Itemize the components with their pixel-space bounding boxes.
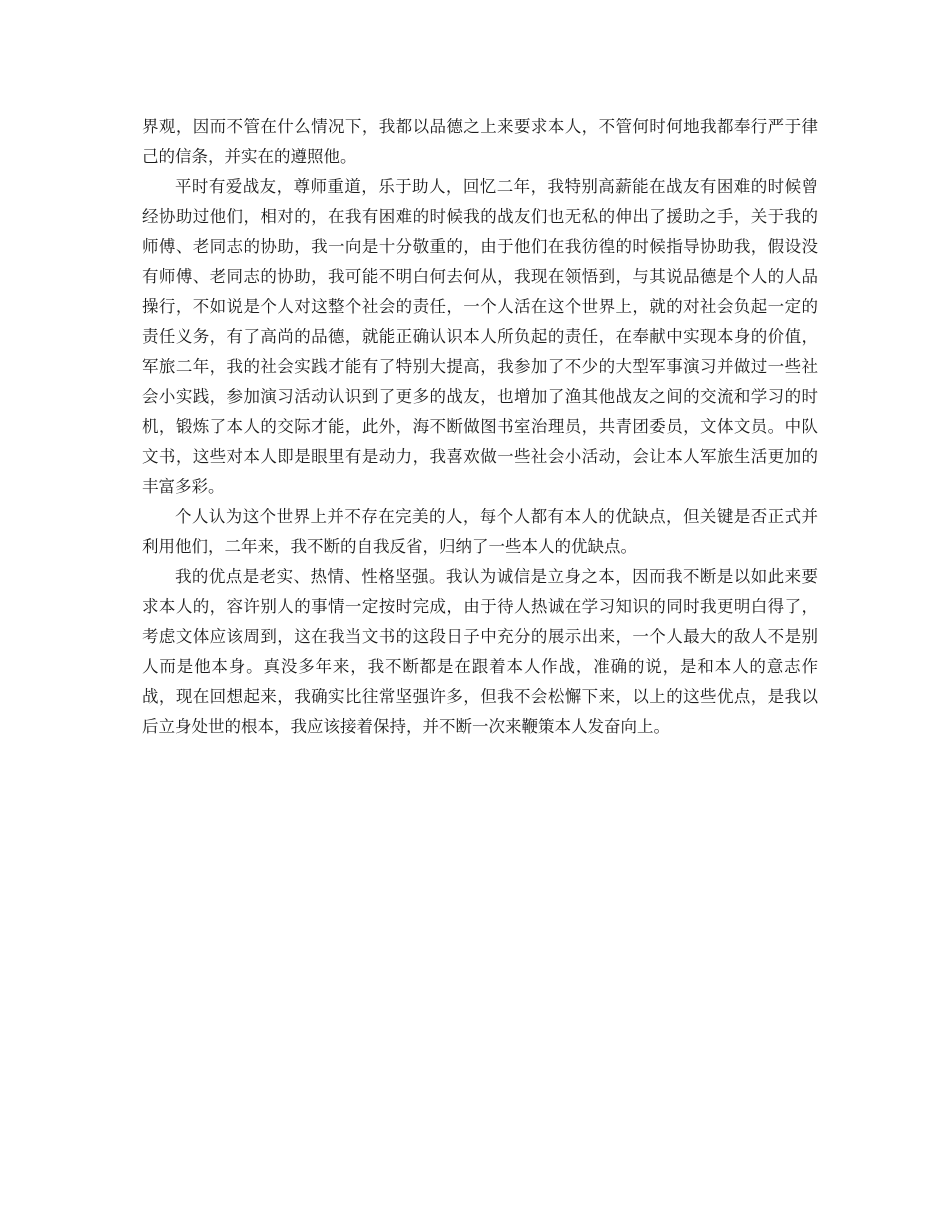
paragraph-3: 个人认为这个世界上并不存在完美的人，每个人都有本人的优缺点，但关键是否正式并利用他们，二年来，我不断的自我反省，归纳了一些本人的优缺点。 — [142, 507, 818, 556]
document-body — [142, 112, 818, 742]
paragraph-2: 平时有爱战友，尊师重道，乐于助人，回忆二年，我特别高薪能在战友有困难的时候曾经协助过他们，相对的，在我有困难的时候我的战友们也无私的伸出了援助之手，关于我的师傅、老同志的协助，我一向是十分敬重的，由于他们在我彷徨的时候指导协助我，假设没有师傅、老同志的协助，我可能不明白何去何从，我现在领悟到，与其说品德是个人的人品操行，不如说是个人对这整个社会的责任，一个人活在这个世界上，就的对社会负起一定的责任义务，有了高尚的品德，就能正确认识本人所负起的责任，在奉献中实现本身的价值，军旅二年，我的社会实践才能有了特别大提高，我参加了不少的大型军事演习并做过一些社会小实践，参加演习活动认识到了更多的战友，也增加了渔其他战友之间的交流和学习的时机，锻炼了本人的交际才能，此外，海不断做图书室治理员，共青团委员，文体文员。中队文书，这些对本人即是眼里有是动力，我喜欢做一些社会小活动，会让本人军旅生活更加的丰富多彩。 — [142, 177, 818, 496]
paragraph-1: 界观，因而不管在什么情况下，我都以品德之上来要求本人，不管何时何地我都奉行严于律己的信条，并实在的遵照他。 — [142, 117, 818, 166]
paragraph-4: 我的优点是老实、热情、性格坚强。我认为诚信是立身之本，因而我不断是以如此来要求本人的，容许别人的事情一定按时完成，由于待人热诚在学习知识的同时我更明白得了，考虑文体应该周到，这在我当文书的这段日子中充分的展示出来，一个人最大的敌人不是别人而是他本身。真没多年来，我不断都是在跟着本人作战，准确的说，是和本人的意志作战，现在回想起来，我确实比往常坚强许多，但我不会松懈下来，以上的这些优点，是我以后立身处世的根本，我应该接着保持，并不断一次来鞭策本人发奋向上。 — [142, 567, 818, 736]
